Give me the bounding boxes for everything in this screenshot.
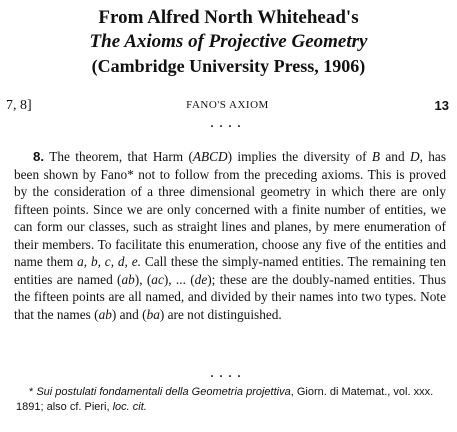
text-run: , has been shown by Fano* not to follow from the preceding axioms. This is proved by the consideration of a three dimensional geometry in which there are only fifteen points. Since we are only concerned with a finite number of entities, we can form our classes, such as straight lines and planes, by mere enumeration of their members. To facilitate this enumeration, choose any five of the entities and name them (14, 149, 446, 269)
text-run: and (380, 149, 410, 164)
footnote-title: Sui postulati fondamentali della Geometria projettiva (36, 386, 291, 398)
header-line-author: From Alfred North Whitehead's (98, 7, 359, 28)
page-number: 13 (434, 98, 449, 113)
italic-run: ab (98, 306, 112, 322)
italic-run: ABCD (192, 149, 228, 164)
italic-run: ab (121, 271, 135, 287)
separator-dots-top: .... (210, 116, 247, 130)
text-run: Call these the simply-named entities. The remaining ten entities are named ( (14, 254, 447, 287)
footnote (16, 385, 446, 414)
section-reference: 7, 8] (6, 98, 32, 113)
italic-run: a, b, c, d, e. (77, 254, 141, 269)
italic-run: B (371, 149, 381, 164)
italic-run: D (409, 149, 420, 164)
text-run: ), ( (134, 271, 152, 287)
text-run: ) implies the diversity of (227, 149, 372, 164)
footnote-loc-cit: loc. cit. (112, 400, 147, 413)
main-paragraph (14, 148, 446, 323)
running-head (6, 98, 449, 118)
text-run: ), ... ( (163, 271, 195, 287)
text-run: ) are not distinguished. (159, 306, 282, 322)
text-run: ) and ( (111, 306, 147, 322)
italic-run: ba (146, 306, 160, 322)
separator-dots-bottom: .... (210, 366, 247, 380)
header-line-title: The Axioms of Projective Geometry (89, 31, 368, 52)
italic-run: ac (151, 271, 164, 287)
header-line-publisher: (Cambridge University Press, 1906) (91, 56, 366, 76)
footnote-text: , Giorn. di Matemat., vol. xxx. 1891; also cf. Pieri, (16, 386, 434, 413)
text-run: ); these are the doubly-named entities. Thus the fifteen points are all named, and divided by their names into two types. Note that the names ( (14, 271, 446, 322)
text-run: The theorem, that Harm ( (44, 149, 193, 164)
paragraph-number: 8. (33, 149, 45, 164)
running-title: FANO'S AXIOM (186, 99, 269, 111)
footnote-marker: * (29, 386, 37, 398)
italic-run: de (194, 271, 208, 287)
source-header (0, 6, 457, 78)
